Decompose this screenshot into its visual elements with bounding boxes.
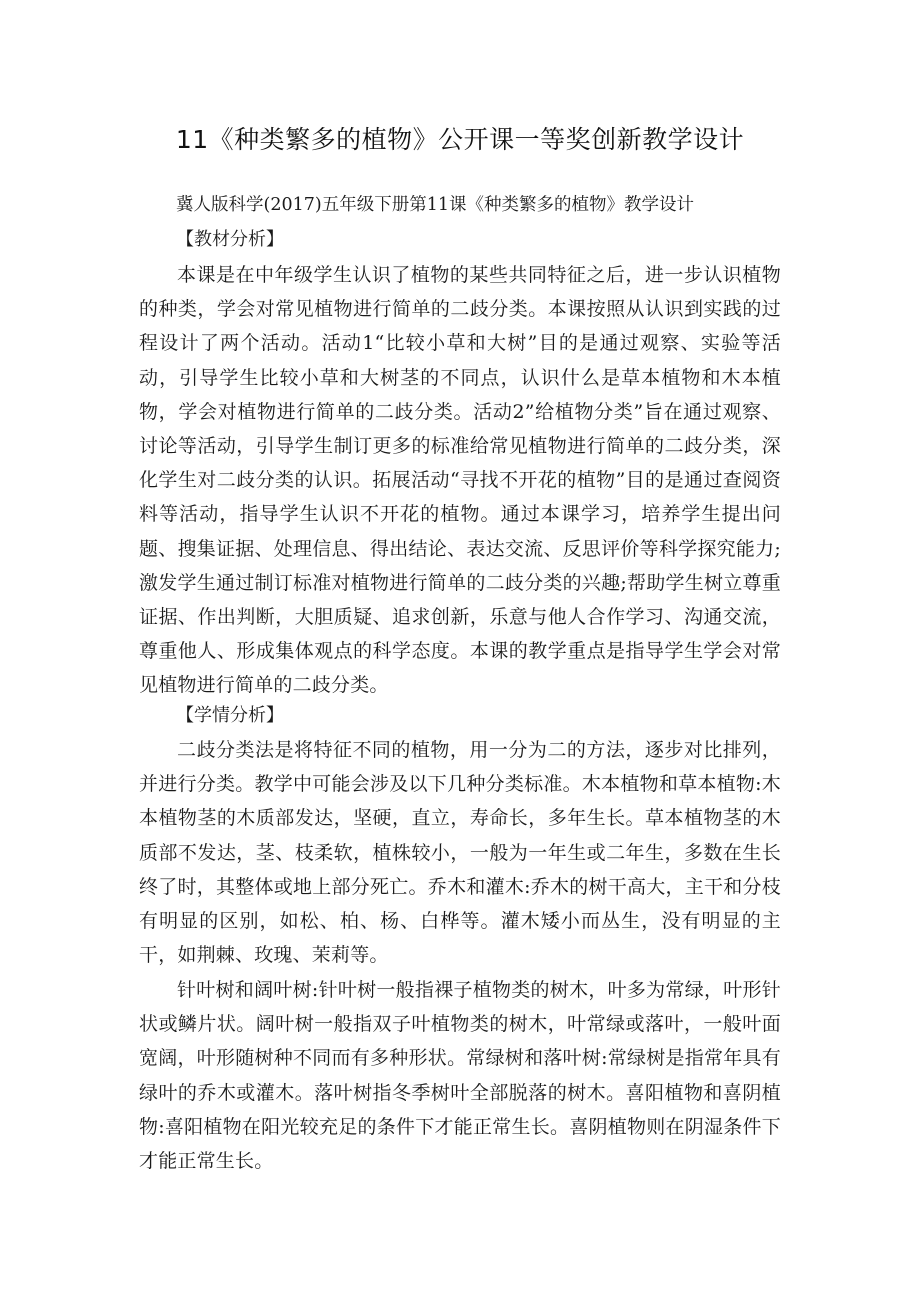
document-subtitle: 冀人版科学(2017)五年级下册第11课《种类繁多的植物》教学设计 xyxy=(176,195,694,215)
paragraph-learner-analysis-1: 二歧分类法是将特征不同的植物，用一分为二的方法，逐步对比排列，并进行分类。教学中可能会涉及以下几种分类标准。木本植物和草本植物:木本植物茎的木质部发达，坚硬，直立，寿命长，多年生长。草本植物茎的木质部不发达，茎、枝柔软，植株较小，一般为一年生或二年生，多数在生长终了时，其整体或地上部分死亡。乔木和灌木:乔木的树干高大，主干和分枝有明显的区别，如松、柏、杨、白桦等。灌木矮小而丛生，没有明显的主干，如荆棘、玫瑰、茉莉等。 xyxy=(139,739,781,967)
paragraph-learner-analysis-2: 针叶树和阔叶树:针叶树一般指裸子植物类的树木，叶多为常绿，叶形针状或鳞片状。阔叶树一般指双子叶植物类的树木，叶常绿或落叶，一般叶面宽阔，叶形随树种不同而有多种形状。常绿树和落叶树:常绿树是指常年具有绿叶的乔木或灌木。落叶树指冬季树叶全部脱落的树木。喜阳植物和喜阴植物:喜阳植物在阳光较充足的条件下才能正常生长。喜阴植物则在阴湿条件下才能正常生长。 xyxy=(139,979,781,1173)
document-title: 11《种类繁多的植物》公开课一等奖创新教学设计 xyxy=(175,125,745,154)
section-heading-learner-analysis: 【学情分析】 xyxy=(176,705,284,726)
section-heading-textbook-analysis: 【教材分析】 xyxy=(176,229,284,250)
paragraph-textbook-analysis: 本课是在中年级学生认识了植物的某些共同特征之后，进一步认识植物的种类，学会对常见植物进行简单的二歧分类。本课按照从认识到实践的过程设计了两个活动。活动1“比较小草和大树”目的是通过观察、实验等活动，引导学生比较小草和大树茎的不同点，认识什么是草本植物和木本植物，学会对植物进行简单的二歧分类。活动2”给植物分类”旨在通过观察、讨论等活动，引导学生制订更多的标准给常见植物进行简单的二歧分类，深化学生对二歧分类的认识。拓展活动“寻找不开花的植物”目的是通过查阅资料等活动，指导学生认识不开花的植物。通过本课学习，培养学生提出问题、搜集证据、处理信息、得出结论、表达交流、反思评价等科学探究能力;激发学生通过制订标准对植物进行简单的二歧分类的兴趣;帮助学生树立尊重证据、作出判断，大胆质疑、追求创新，乐意与他人合作学习、沟通交流，尊重他人、形成集体观点的科学态度。本课的教学重点是指导学生学会对常见植物进行简单的二歧分类。 xyxy=(139,264,781,697)
